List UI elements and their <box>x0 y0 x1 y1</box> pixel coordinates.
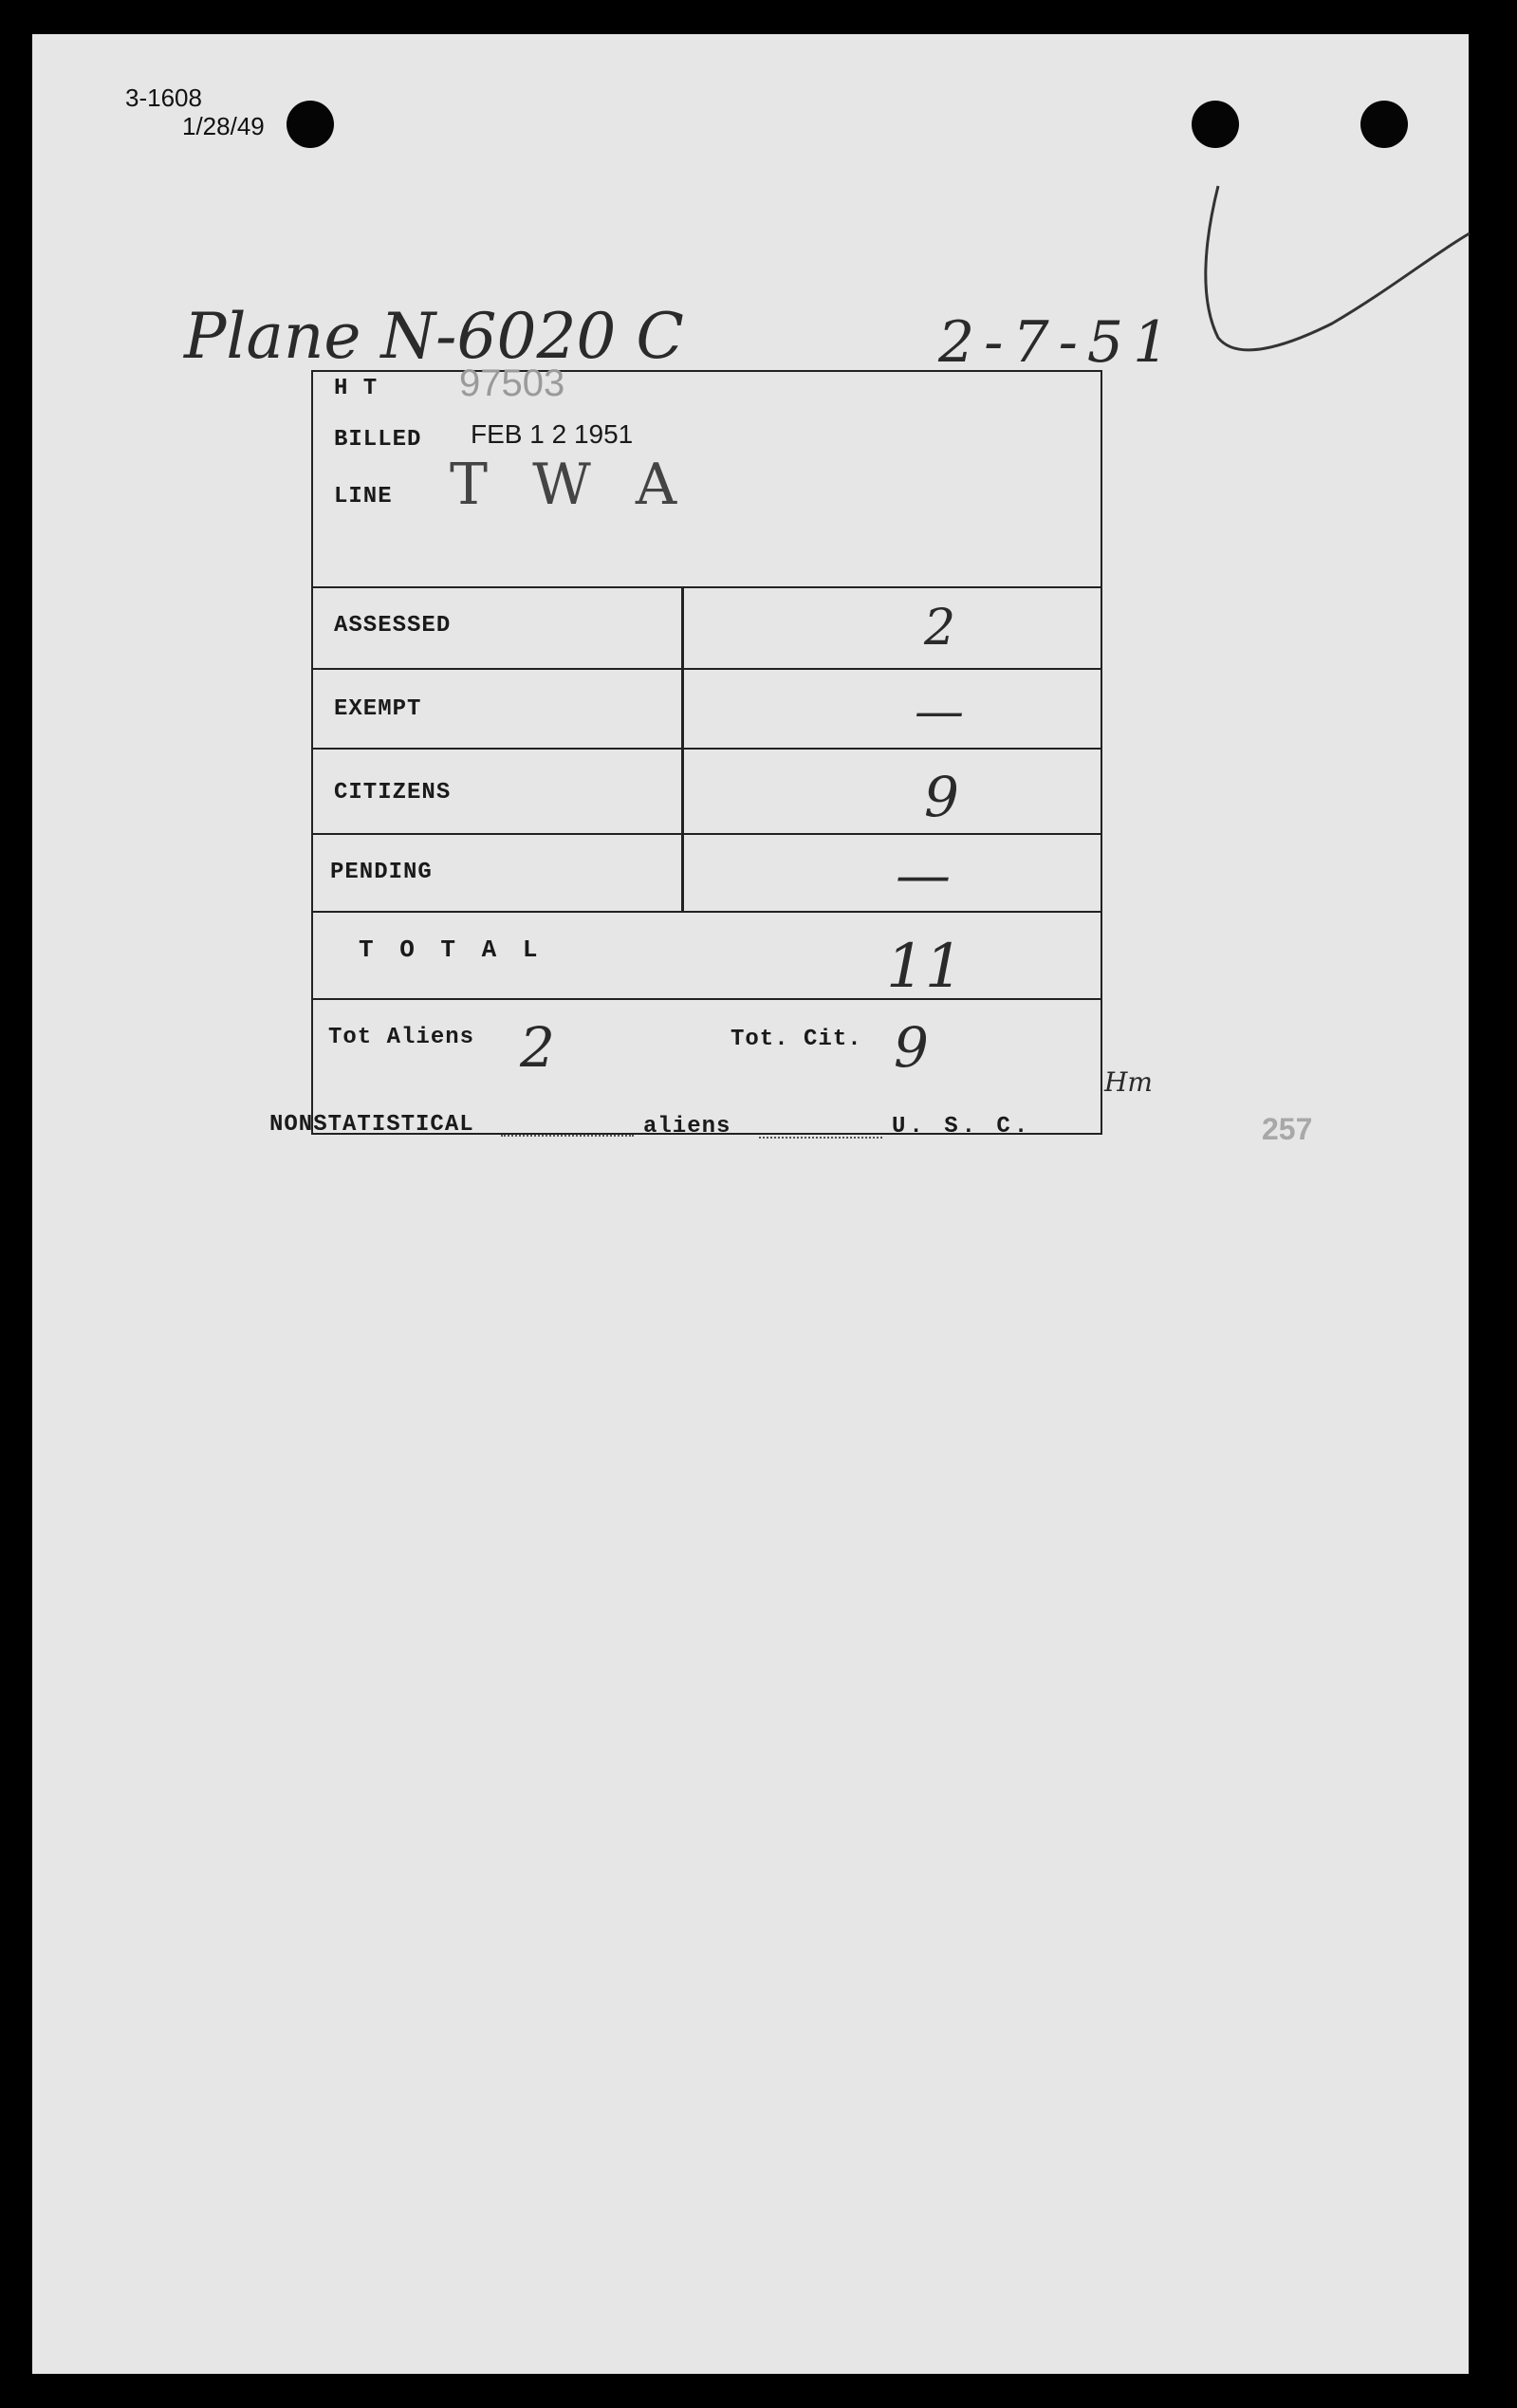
page-number: 257 <box>1262 1112 1313 1146</box>
tot-aliens-value: 2 <box>520 1015 555 1080</box>
aliens-blank <box>759 1137 882 1139</box>
usc-label: U. S. C. <box>892 1114 1032 1139</box>
aliens-label: aliens <box>643 1114 731 1139</box>
exempt-label: EXEMPT <box>334 696 422 722</box>
form-number: 3-1608 <box>125 83 202 112</box>
form-divider <box>313 586 1101 588</box>
plane-handwriting: Plane N-6020 C <box>184 300 684 373</box>
line-value: T W A <box>450 452 691 518</box>
billed-stamp: FEB 1 2 1951 <box>471 419 634 449</box>
tot-cit-label: Tot. Cit. <box>731 1027 862 1052</box>
form-divider <box>313 833 1101 835</box>
billed-label: BILLED <box>334 427 422 453</box>
citizens-value: 9 <box>924 765 959 829</box>
nonstatistical-blank <box>501 1135 634 1137</box>
ht-label: H T <box>334 376 379 401</box>
punch-hole-left <box>287 101 334 148</box>
tot-cit-value: 9 <box>894 1015 929 1080</box>
form-divider <box>313 998 1101 1000</box>
form-divider <box>313 668 1101 670</box>
pending-value: — <box>896 843 951 907</box>
form-divider <box>313 748 1101 750</box>
initials-handwriting: Hm <box>1104 1066 1153 1098</box>
assessed-label: ASSESSED <box>334 613 452 639</box>
citizens-label: CITIZENS <box>334 780 452 806</box>
nonstatistical-label: NONSTATISTICAL <box>269 1112 474 1138</box>
document-page <box>32 34 1469 2374</box>
exempt-value: — <box>915 683 964 740</box>
form-divider <box>313 911 1101 913</box>
date-handwriting: 2-7-51 <box>938 309 1179 376</box>
assessed-value: 2 <box>924 600 956 657</box>
total-value: 11 <box>886 932 964 1002</box>
total-label: T O T A L <box>359 935 544 964</box>
ht-value: 97503 <box>459 362 565 404</box>
pending-label: PENDING <box>330 860 433 885</box>
statistics-form <box>311 370 1102 1135</box>
column-divider <box>681 588 684 911</box>
form-date: 1/28/49 <box>182 112 265 140</box>
check-mark-icon <box>1199 139 1474 385</box>
line-label: LINE <box>334 484 393 509</box>
tot-aliens-label: Tot Aliens <box>328 1025 475 1050</box>
